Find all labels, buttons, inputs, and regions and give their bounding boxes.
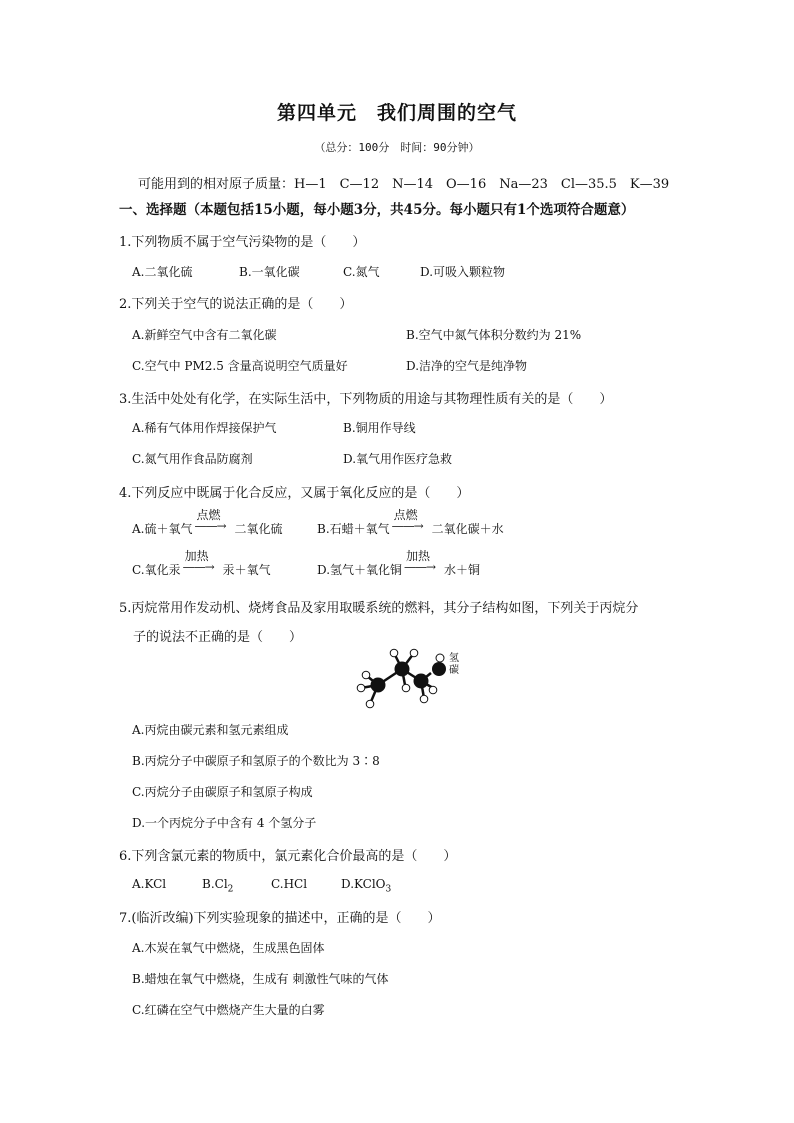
legend-carbon-icon: [432, 662, 446, 676]
carbon-atom: [414, 674, 429, 689]
q4-a-reactants: A.硫＋氧气: [132, 522, 193, 536]
question-1: 1.下列物质不属于空气污染物的是（ ）: [119, 235, 366, 250]
q5-option-c: C.丙烷分子由碳原子和氢原子构成: [132, 785, 313, 799]
q2-option-c: C.空气中 PM2.5 含量高说明空气质量好: [132, 359, 348, 373]
question-4: 4.下列反应中既属于化合反应，又属于氧化反应的是（ ）: [119, 486, 470, 501]
section-heading: 一、选择题（本题包括15小题，每小题3分，共45分。每小题只有1个选项符合题意）: [119, 202, 635, 218]
question-6: 6.下列含氯元素的物质中，氯元素化合价最高的是（ ）: [119, 849, 457, 864]
question-2: 2.下列关于空气的说法正确的是（ ）: [119, 297, 353, 312]
hydrogen-atom: [362, 671, 370, 679]
q5-option-b: B.丙烷分子中碳原子和氢原子的个数比为 3∶8: [132, 754, 380, 768]
page-title: 第四单元 我们周围的空气: [276, 102, 517, 124]
q6-option-a: A.KCl: [132, 877, 167, 891]
reaction-arrow: [194, 508, 232, 533]
q7-option-b: B.蜡烛在氧气中燃烧，生成有 刺激性气味的气体: [132, 972, 389, 986]
q4-b-reactants: B.石蜡＋氧气: [317, 522, 390, 536]
condition-label: 点燃: [393, 508, 418, 522]
q4-b-products: 二氧化碳＋水: [431, 522, 504, 536]
carbon-atom: [371, 678, 386, 693]
q6-option-c: C.HCl: [271, 877, 308, 891]
condition-label: 加热: [184, 549, 209, 563]
q4-d-products: 水＋铜: [444, 563, 481, 577]
q6-b-subscript: 2: [227, 884, 234, 895]
legend-carbon-label: 碳: [449, 665, 459, 676]
q1-option-a: A.二氧化硫: [132, 265, 193, 279]
propane-molecule-diagram: [330, 648, 470, 714]
condition-label: 点燃: [196, 508, 221, 522]
arrow-icon: ——→: [391, 519, 423, 533]
q3-option-c: C.氮气用作食品防腐剂: [132, 452, 253, 466]
arrow-icon: ——→: [404, 560, 436, 574]
q4-c-products: 汞＋氧气: [222, 563, 271, 577]
q3-option-a: A.稀有气体用作焊接保护气: [132, 421, 277, 435]
q7-option-c: C.红磷在空气中燃烧产生大量的白雾: [132, 1003, 325, 1017]
q4-a-products: 二氧化硫: [234, 522, 283, 536]
hydrogen-atom: [420, 695, 428, 703]
hydrogen-atom: [357, 684, 365, 692]
q5-option-a: A.丙烷由碳元素和氢元素组成: [132, 723, 289, 737]
q1-option-d: D.可吸入颗粒物: [420, 265, 506, 279]
legend-hydrogen-label: 氢: [449, 653, 459, 664]
atomic-masses: 可能用到的相对原子质量：H—1 C—12 N—14 O—16 Na—23 Cl—35.5 K—39: [138, 177, 670, 192]
q6-d-formula: D.KClO: [341, 877, 386, 891]
q6-option-d: [341, 877, 391, 894]
q4-c-reactants: C.氧化汞: [132, 563, 181, 577]
q6-option-b: [202, 877, 233, 894]
carbon-atom: [395, 662, 410, 677]
hydrogen-atom: [390, 649, 398, 657]
arrow-icon: ——→: [182, 560, 214, 574]
q1-option-c: C.氮气: [343, 265, 380, 279]
arrow-icon: ——→: [194, 519, 226, 533]
hydrogen-atom: [429, 686, 437, 694]
reaction-arrow: [182, 549, 221, 574]
hydrogen-atom: [410, 649, 418, 657]
q4-d-reactants: D.氢气＋氧化铜: [317, 563, 403, 577]
q2-option-d: D.洁净的空气是纯净物: [406, 359, 528, 373]
q1-option-b: B.一氧化碳: [239, 265, 300, 279]
q4-option-d: [317, 549, 481, 578]
q4-option-b: [317, 508, 504, 537]
q5-option-d: D.一个丙烷分子中含有 4 个氢分子: [132, 816, 317, 830]
q4-option-c: [132, 549, 271, 578]
q6-b-formula: B.Cl: [202, 877, 228, 891]
condition-label: 加热: [406, 549, 431, 563]
hydrogen-atom: [402, 684, 410, 692]
reaction-arrow: [391, 508, 430, 533]
legend-hydrogen-icon: [436, 654, 444, 662]
q3-option-d: D.氧气用作医疗急救: [343, 452, 453, 466]
q4-option-a: [132, 508, 283, 537]
hydrogen-atom: [366, 700, 374, 708]
q6-d-subscript: 3: [385, 884, 392, 895]
reaction-arrow: [404, 549, 442, 574]
exam-info: （总分：100分 时间：90分钟）: [314, 141, 480, 154]
question-3: 3.生活中处处有化学，在实际生活中，下列物质的用途与其物理性质有关的是（ ）: [119, 392, 613, 407]
question-5-line-1: 5.丙烷常用作发动机、烧烤食品及家用取暖系统的燃料，其分子结构如图，下列关于丙烷分: [119, 601, 639, 616]
question-7: 7.(临沂改编)下列实验现象的描述中，正确的是（ ）: [119, 911, 441, 926]
q2-option-b: B.空气中氮气体积分数约为 21%: [406, 328, 582, 342]
question-5-line-2: 子的说法不正确的是（ ）: [133, 630, 303, 645]
q7-option-a: A.木炭在氧气中燃烧，生成黑色固体: [132, 941, 325, 955]
q3-option-b: B.铜用作导线: [343, 421, 416, 435]
q2-option-a: A.新鲜空气中含有二氧化碳: [132, 328, 277, 342]
